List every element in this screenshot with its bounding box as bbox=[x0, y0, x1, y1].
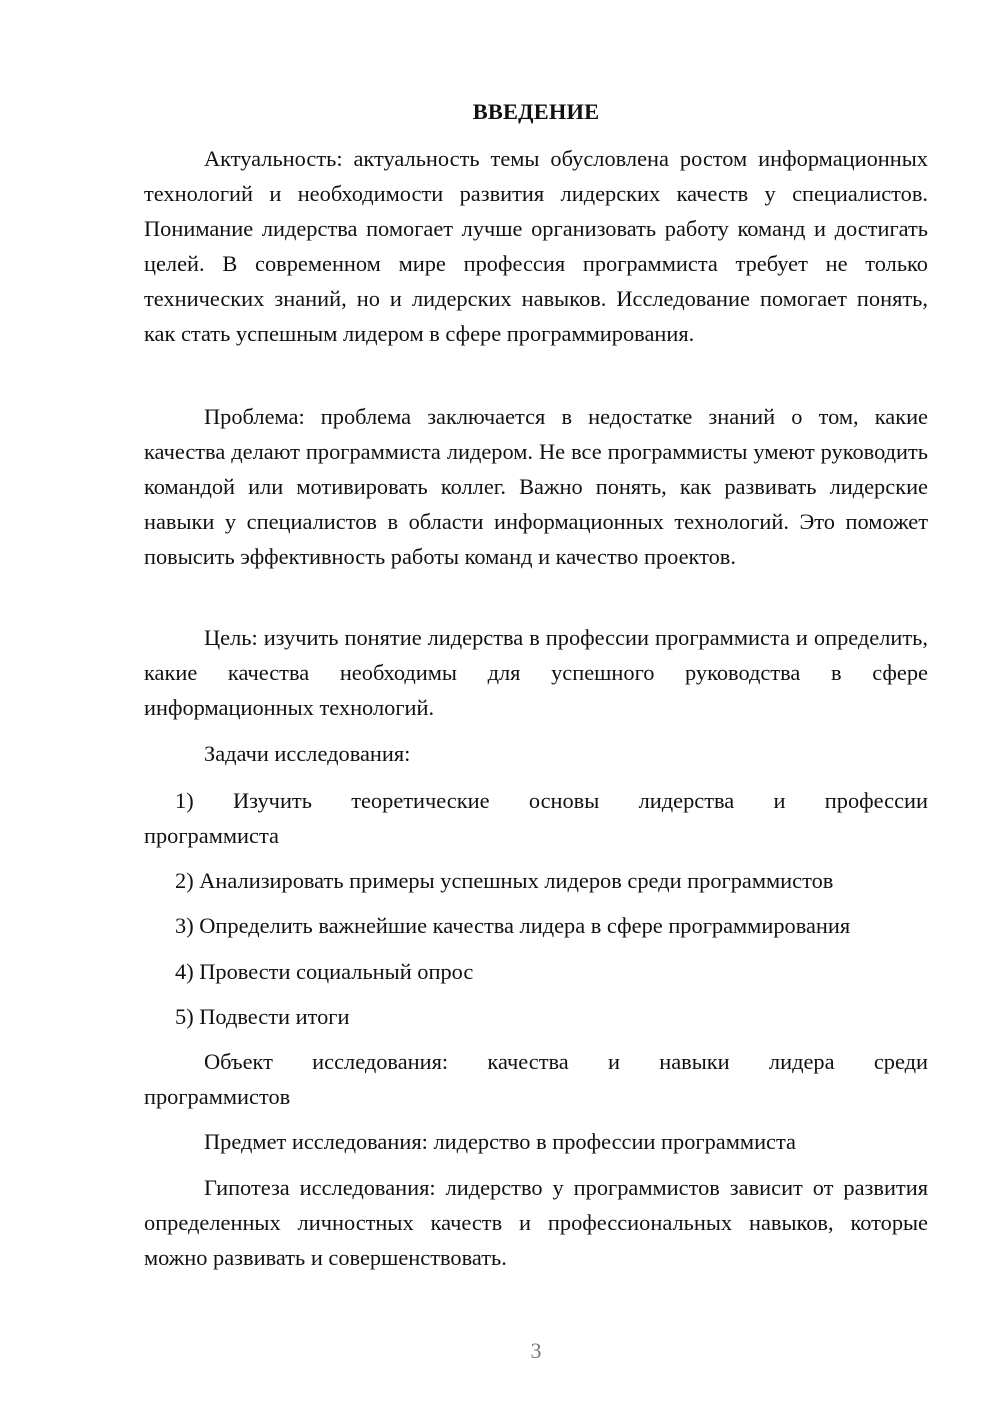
research-subject: Предмет исследования: лидерство в профессии программиста bbox=[204, 1129, 796, 1154]
tasks-heading: Задачи исследования: bbox=[204, 741, 411, 766]
task-item-1-line-1: 1) Изучить теоретические основы лидерства и профессии bbox=[175, 788, 928, 813]
task-item-1-line-2: программиста bbox=[144, 823, 279, 848]
problem-paragraph: Проблема: проблема заключается в недостатке знаний о том, какие качества делают программиста лидером. Не все программисты умеют руководить командой или мотивировать коллег. Важно понять, как развивать лидерские навыки у специалистов в области информационных технологий. Это поможет повысить эффективность работы команд и качество проектов. bbox=[144, 404, 928, 569]
goal-paragraph: Цель: изучить понятие лидерства в профессии программиста и определить, какие качества необходимы для успешного руководства в сфере информационных технологий. bbox=[144, 625, 928, 720]
page-number: 3 bbox=[530, 1338, 542, 1363]
research-object-line-2: программистов bbox=[144, 1084, 291, 1109]
task-item-3: 3) Определить важнейшие качества лидера в сфере программирования bbox=[175, 913, 851, 938]
research-object-line-1: Объект исследования: качества и навыки лидера среди bbox=[204, 1049, 928, 1074]
page-title: ВВЕДЕНИЕ bbox=[472, 99, 600, 124]
research-hypothesis: Гипотеза исследования: лидерство у программистов зависит от развития определенных личностных качеств и профессиональных навыков, которые можно развивать и совершенствовать. bbox=[144, 1175, 928, 1270]
relevance-paragraph: Актуальность: актуальность темы обусловлена ростом информационных технологий и необходимости развития лидерских качеств у специалистов. Понимание лидерства помогает лучше организовать работу команд и достигать целей. В современном мире профессия программиста требует не только технических знаний, но и лидерских навыков. Исследование помогает понять, как стать успешным лидером в сфере программирования. bbox=[144, 146, 928, 346]
task-item-5: 5) Подвести итоги bbox=[175, 1004, 350, 1029]
task-item-2: 2) Анализировать примеры успешных лидеров среди программистов bbox=[175, 868, 834, 893]
task-item-4: 4) Провести социальный опрос bbox=[175, 959, 474, 984]
